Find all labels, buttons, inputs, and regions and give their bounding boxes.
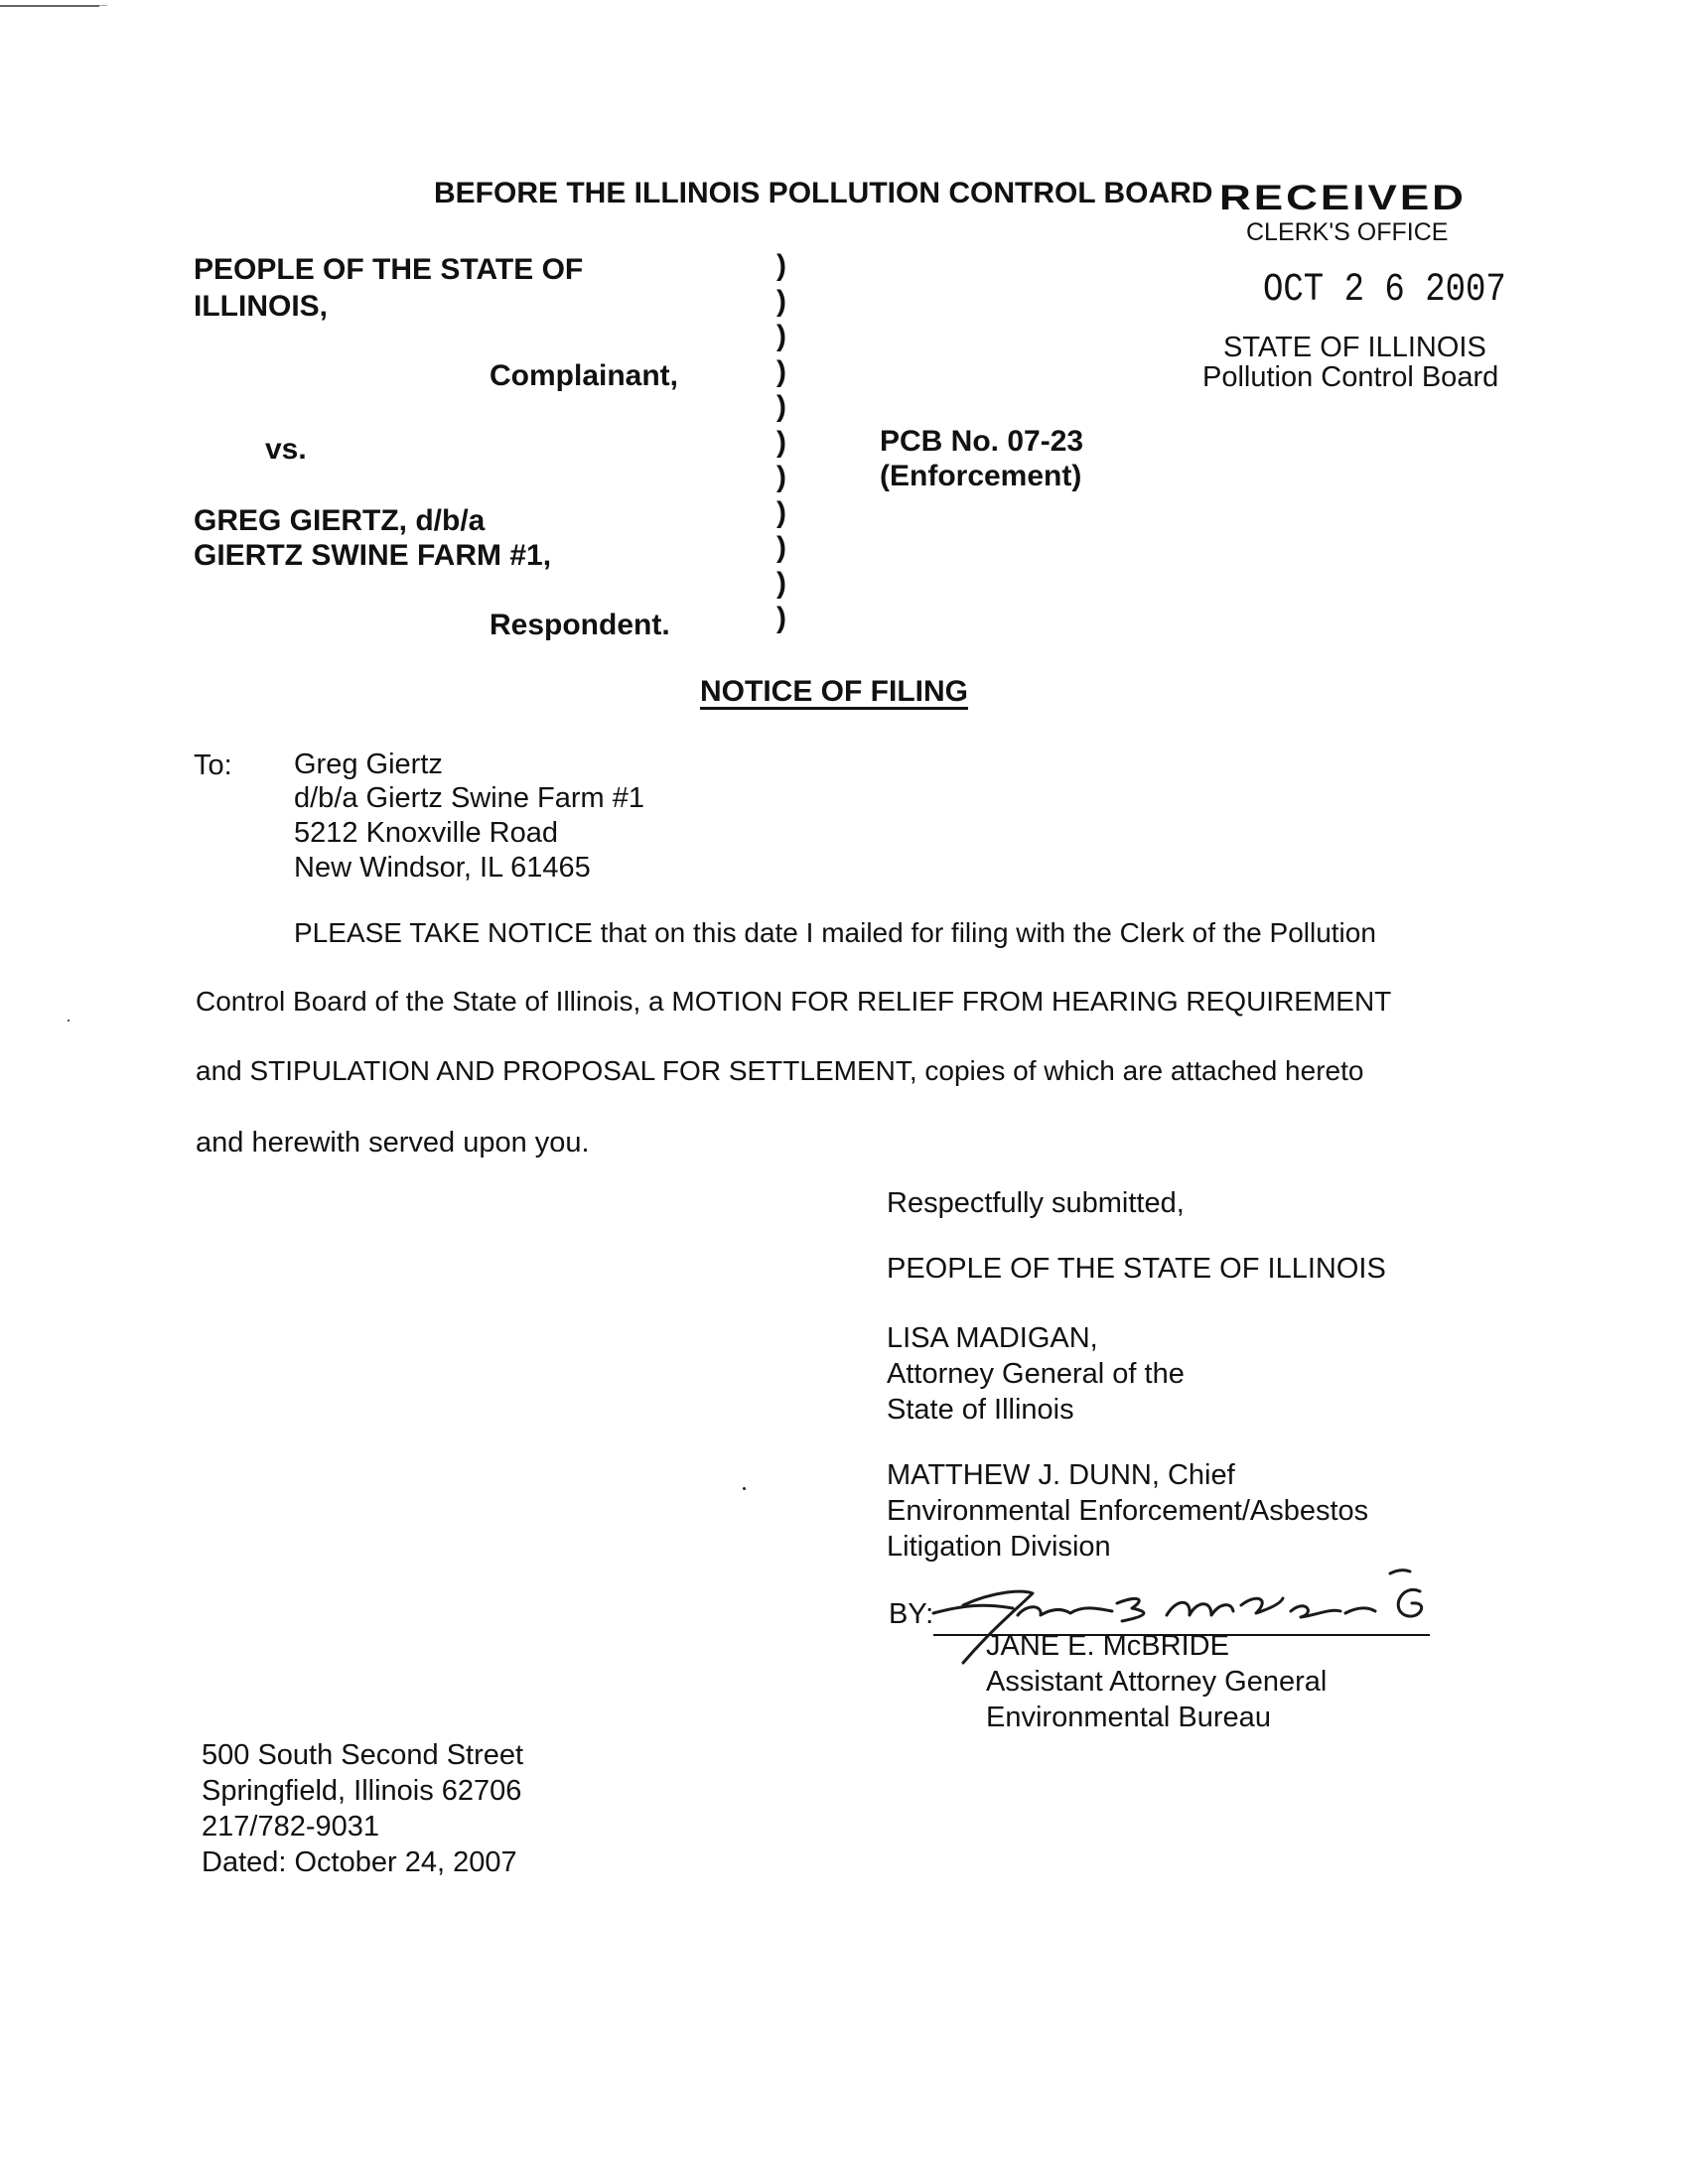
complainant-name-line2: ILLINOIS, bbox=[194, 290, 328, 323]
caption-paren: ) bbox=[776, 461, 786, 493]
submitting-party: PEOPLE OF THE STATE OF ILLINOIS bbox=[887, 1253, 1386, 1285]
respondent-role: Respondent. bbox=[490, 609, 670, 641]
address-line: 5212 Knoxville Road bbox=[294, 817, 559, 849]
case-type: (Enforcement) bbox=[880, 460, 1082, 492]
scan-edge-line-faint bbox=[99, 5, 107, 6]
caption-parentheses bbox=[776, 248, 796, 636]
division-chief-name: MATTHEW J. DUNN, Chief bbox=[887, 1459, 1235, 1491]
division-chief-title: Environmental Enforcement/Asbestos bbox=[887, 1495, 1369, 1527]
attorney-general-name: LISA MADIGAN, bbox=[887, 1322, 1098, 1354]
attorney-general-block bbox=[887, 1320, 1185, 1428]
court-heading: BEFORE THE ILLINOIS POLLUTION CONTROL BOARD bbox=[434, 177, 1213, 209]
scan-speck bbox=[68, 1020, 70, 1022]
attorney-general-title: Attorney General of the bbox=[887, 1358, 1185, 1390]
received-stamp: RECEIVED bbox=[1219, 179, 1467, 218]
office-phone: 217/782-9031 bbox=[202, 1811, 379, 1843]
to-label: To: bbox=[194, 750, 232, 781]
address-line: d/b/a Giertz Swine Farm #1 bbox=[294, 782, 644, 814]
signer-name: JANE E. McBRIDE bbox=[986, 1630, 1229, 1662]
caption-paren: ) bbox=[776, 354, 786, 388]
caption-paren: ) bbox=[776, 320, 786, 352]
address-line: Greg Giertz bbox=[294, 749, 443, 780]
office-city: Springfield, Illinois 62706 bbox=[202, 1775, 522, 1807]
address-line: New Windsor, IL 61465 bbox=[294, 852, 591, 884]
by-label: BY: bbox=[889, 1598, 934, 1630]
division-chief-block bbox=[887, 1457, 1368, 1565]
caption-paren: ) bbox=[776, 495, 786, 529]
closing-text: Respectfully submitted, bbox=[887, 1187, 1185, 1219]
division-chief-title: Litigation Division bbox=[887, 1531, 1111, 1563]
scan-edge-line bbox=[0, 5, 99, 7]
office-address-block bbox=[202, 1737, 523, 1880]
caption-paren: ) bbox=[776, 390, 786, 423]
respondent-name-line1: GREG GIERTZ, d/b/a bbox=[194, 504, 486, 537]
signer-title: Environmental Bureau bbox=[986, 1702, 1271, 1733]
complainant-name-line1: PEOPLE OF THE STATE OF bbox=[194, 253, 584, 286]
attorney-general-title: State of Illinois bbox=[887, 1394, 1074, 1426]
scan-speck bbox=[743, 1487, 746, 1490]
caption-paren: ) bbox=[776, 249, 786, 282]
date-line: Dated: October 24, 2007 bbox=[202, 1846, 517, 1878]
caption-paren: ) bbox=[776, 425, 786, 459]
stamp-state: STATE OF ILLINOIS bbox=[1223, 332, 1486, 363]
notice-body-line: and STIPULATION AND PROPOSAL FOR SETTLEMENT, copies of which are attached hereto bbox=[196, 1055, 1364, 1086]
notice-body-line: PLEASE TAKE NOTICE that on this date I mailed for filing with the Clerk of the Pollution bbox=[294, 917, 1376, 948]
notice-body-line: and herewith served upon you. bbox=[196, 1127, 590, 1159]
case-number: PCB No. 07-23 bbox=[880, 425, 1084, 458]
notice-title: NOTICE OF FILING bbox=[700, 675, 968, 708]
caption-paren: ) bbox=[776, 566, 786, 600]
notice-body-line: Control Board of the State of Illinois, a MOTION FOR RELIEF FROM HEARING REQUIREMENT bbox=[196, 986, 1392, 1017]
caption-paren: ) bbox=[776, 531, 786, 564]
respondent-name-line2: GIERTZ SWINE FARM #1, bbox=[194, 539, 552, 572]
office-street: 500 South Second Street bbox=[202, 1739, 524, 1771]
signer-title: Assistant Attorney General bbox=[986, 1666, 1328, 1698]
clerks-office-stamp: CLERK'S OFFICE bbox=[1246, 218, 1449, 246]
stamp-board: Pollution Control Board bbox=[1202, 361, 1499, 393]
versus-label: vs. bbox=[265, 433, 307, 466]
caption-paren: ) bbox=[776, 284, 786, 318]
caption-paren: ) bbox=[776, 602, 786, 634]
signer-block bbox=[986, 1628, 1327, 1735]
complainant-role: Complainant, bbox=[490, 359, 679, 392]
stamp-date: OCT 2 6 2007 bbox=[1263, 268, 1506, 313]
